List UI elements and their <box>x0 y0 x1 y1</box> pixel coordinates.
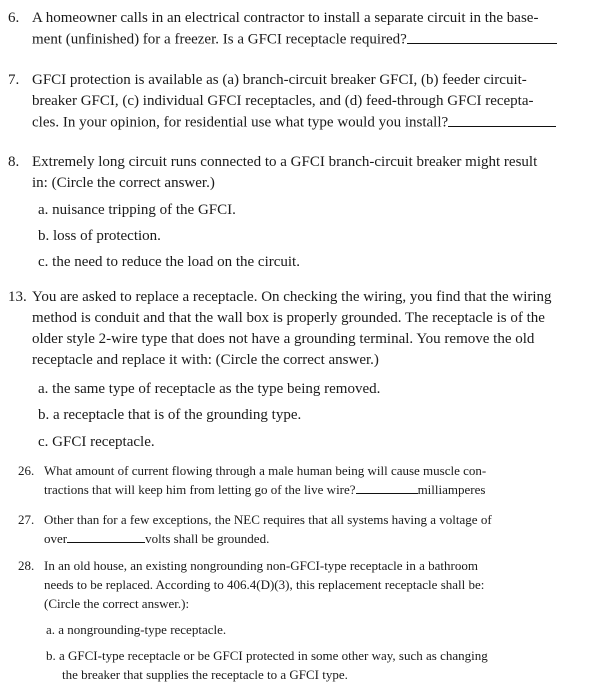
answer-option[interactable]: c. the need to reduce the load on the circuit. <box>38 254 300 270</box>
question-line: In an old house, an existing nongrounding non-GFCI-type receptacle in a bathroom <box>44 558 478 573</box>
question-text <box>44 556 590 613</box>
answer-option[interactable]: b. a GFCI-type receptacle or be GFCI protected in some other way, such as changing <box>46 648 488 663</box>
answer-blank[interactable] <box>407 29 557 44</box>
question-line: tractions that will keep him from letting go of the live wire? milliamperes <box>44 482 486 497</box>
answer-option[interactable]: b. a receptacle that is of the grounding type. <box>38 407 302 423</box>
answer-option[interactable]: b. loss of protection. <box>38 228 161 244</box>
question-line: You are asked to replace a receptacle. On checking the wiring, you find that the wiring <box>32 289 552 305</box>
answer-blank[interactable] <box>67 530 145 543</box>
question-line: over volts shall be grounded. <box>44 531 270 546</box>
question-text <box>32 8 590 51</box>
question-number: 28. <box>18 558 35 573</box>
question-number: 8. <box>8 154 20 170</box>
question-line: needs to be replaced. According to 406.4(D)(3), this replacement receptacle shall be: <box>44 577 485 592</box>
question-line: method is conduit and that the wall box is properly grounded. The receptacle is of the <box>32 310 545 326</box>
question-text <box>32 287 590 371</box>
question-text <box>32 70 590 134</box>
question-line: ment (unfinished) for a freezer. Is a GFCI receptacle required? <box>32 29 590 51</box>
question-text <box>44 461 590 499</box>
unit-label: milliamperes <box>417 482 486 497</box>
unit-label: volts shall be grounded. <box>145 531 270 546</box>
question-number: 27. <box>18 512 35 527</box>
question-line: Other than for a few exceptions, the NEC requires that all systems having a voltage of <box>44 512 492 527</box>
question-number: 7. <box>8 72 20 88</box>
question-text <box>32 152 590 194</box>
answer-option[interactable]: a. nuisance tripping of the GFCI. <box>38 202 236 218</box>
answer-option[interactable]: a. a nongrounding-type receptacle. <box>46 622 227 637</box>
answer-option-continuation: the breaker that supplies the receptacle to a GFCI type. <box>62 667 348 682</box>
answer-blank[interactable] <box>448 112 556 127</box>
question-line: older style 2-wire type that does not have a grounding terminal. You remove the old <box>32 331 535 347</box>
question-number: 26. <box>18 463 35 478</box>
question-line: GFCI protection is available as (a) branch-circuit breaker GFCI, (b) feeder circuit- <box>32 72 527 88</box>
question-line: A homeowner calls in an electrical contractor to install a separate circuit in the base- <box>32 10 539 26</box>
question-line: cles. In your opinion, for residential use what type would you install? <box>32 112 590 134</box>
answer-blank[interactable] <box>356 481 418 494</box>
question-line: What amount of current flowing through a male human being will cause muscle con- <box>44 463 487 478</box>
question-text <box>44 510 590 548</box>
question-line: receptacle and replace it with: (Circle the correct answer.) <box>32 352 379 368</box>
answer-option[interactable]: a. the same type of receptacle as the type being removed. <box>38 381 381 397</box>
question-line: breaker GFCI, (c) individual GFCI receptacles, and (d) feed-through GFCI recepta- <box>32 93 534 109</box>
answer-option[interactable]: c. GFCI receptacle. <box>38 434 155 450</box>
question-number: 13. <box>8 289 27 305</box>
question-line: (Circle the correct answer.): <box>44 596 190 611</box>
question-line: in: (Circle the correct answer.) <box>32 175 215 191</box>
question-line: Extremely long circuit runs connected to a GFCI branch-circuit breaker might result <box>32 154 538 170</box>
question-number: 6. <box>8 10 20 26</box>
